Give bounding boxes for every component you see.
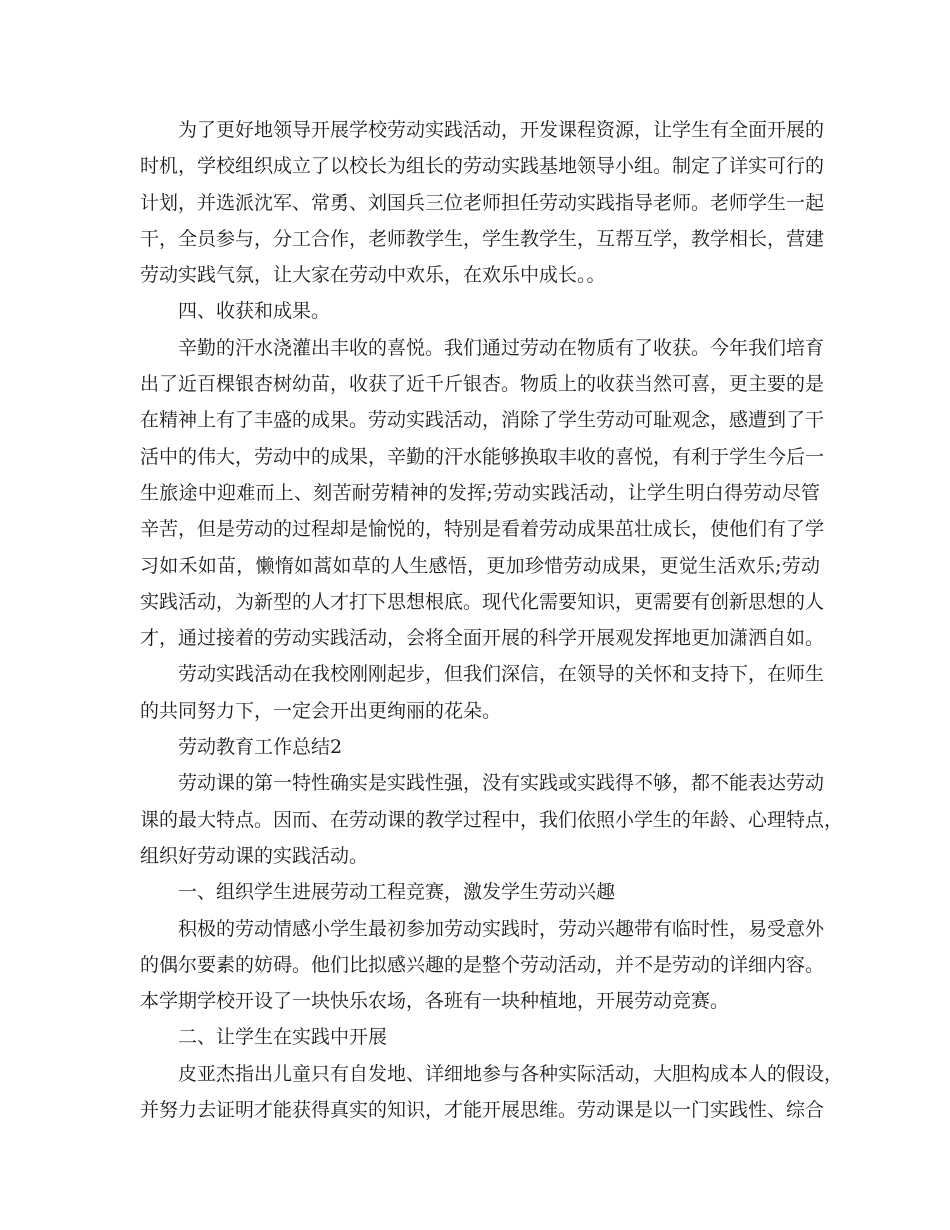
text-line: 习如禾如苗，懒惰如蒿如草的人生感悟，更加珍惜劳动成果，更觉生活欢乐;劳动 [140,554,820,577]
text-line: 劳动实践活动在我校刚刚起步，但我们深信，在领导的关怀和支持下，在师生 [178,663,825,686]
text-line: 本学期学校开设了一块快乐农场，各班有一块种植地，开展劳动竞赛。 [140,990,730,1013]
text-line: 劳动教育工作总结2 [178,736,343,759]
text-line: 的共同努力下，一定会开出更绚丽的花朵。 [140,699,502,722]
text-line: 皮亚杰指出儿童只有自发地、详细地参与各种实际活动，大胆构成本人的假设， [178,1062,844,1085]
text-line: 辛苦，但是劳动的过程却是愉悦的，特别是看着劳动成果茁壮成长，使他们有了学 [140,518,825,541]
text-line: 时机，学校组织成立了以校长为组长的劳动实践基地领导小组。制定了详实可行的 [140,155,825,178]
text-line: 并努力去证明才能获得真实的知识，才能开展思维。劳动课是以一门实践性、综合 [140,1099,825,1122]
document-body [140,112,844,1128]
text-line: 劳动课的第一特性确实是实践性强，没有实践或实践得不够，都不能表达劳动 [178,772,825,795]
text-line: 干，全员参与，分工合作，老师教学生，学生教学生，互帮互学，教学相长，营建 [140,227,825,250]
text-line: 计划，并选派沈军、常勇、刘国兵三位老师担任劳动实践指导老师。老师学生一起 [140,191,825,214]
text-line: 活中的伟大，劳动中的成果，辛勤的汗水能够换取丰收的喜悦，有利于学生今后一 [140,445,825,468]
text-line: 才，通过接着的劳动实践活动，会将全面开展的科学开展观发挥地更加潇洒自如。 [140,627,825,650]
text-line: 辛勤的汗水浇灌出丰收的喜悦。我们通过劳动在物质有了收获。今年我们培育 [178,336,825,359]
text-line: 课的最大特点。因而、在劳动课的教学过程中，我们依照小学生的年龄、心理特点， [140,808,844,831]
text-line: 组织好劳动课的实践活动。 [140,844,369,867]
text-line: 在精神上有了丰盛的成果。劳动实践活动，消除了学生劳动可耻观念，感遭到了干 [140,409,825,432]
text-line: 实践活动，为新型的人才打下思想根底。现代化需要知识，更需要有创新思想的人 [140,590,825,613]
text-line: 四、收获和成果。 [178,300,331,323]
text-line: 的偶尔要素的妨碍。他们比拟感兴趣的是整个劳动活动，并不是劳动的详细内容。 [140,953,825,976]
text-line: 一、组织学生进展劳动工程竞赛，激发学生劳动兴趣 [178,881,616,904]
text-line: 劳动实践气氛，让大家在劳动中欢乐，在欢乐中成长。。 [140,264,606,287]
text-line: 为了更好地领导开展学校劳动实践活动，开发课程资源，让学生有全面开展的 [178,119,825,141]
text-line: 二、让学生在实践中开展 [178,1026,388,1049]
text-line: 生旅途中迎难而上、刻苦耐劳精神的发挥;劳动实践活动，让学生明白得劳动尽管 [140,481,820,504]
text-line: 积极的劳动情感小学生最初参加劳动实践时，劳动兴趣带有临时性，易受意外 [178,917,825,940]
text-line: 出了近百棵银杏树幼苗，收获了近千斤银杏。物质上的收获当然可喜，更主要的是 [140,373,825,396]
